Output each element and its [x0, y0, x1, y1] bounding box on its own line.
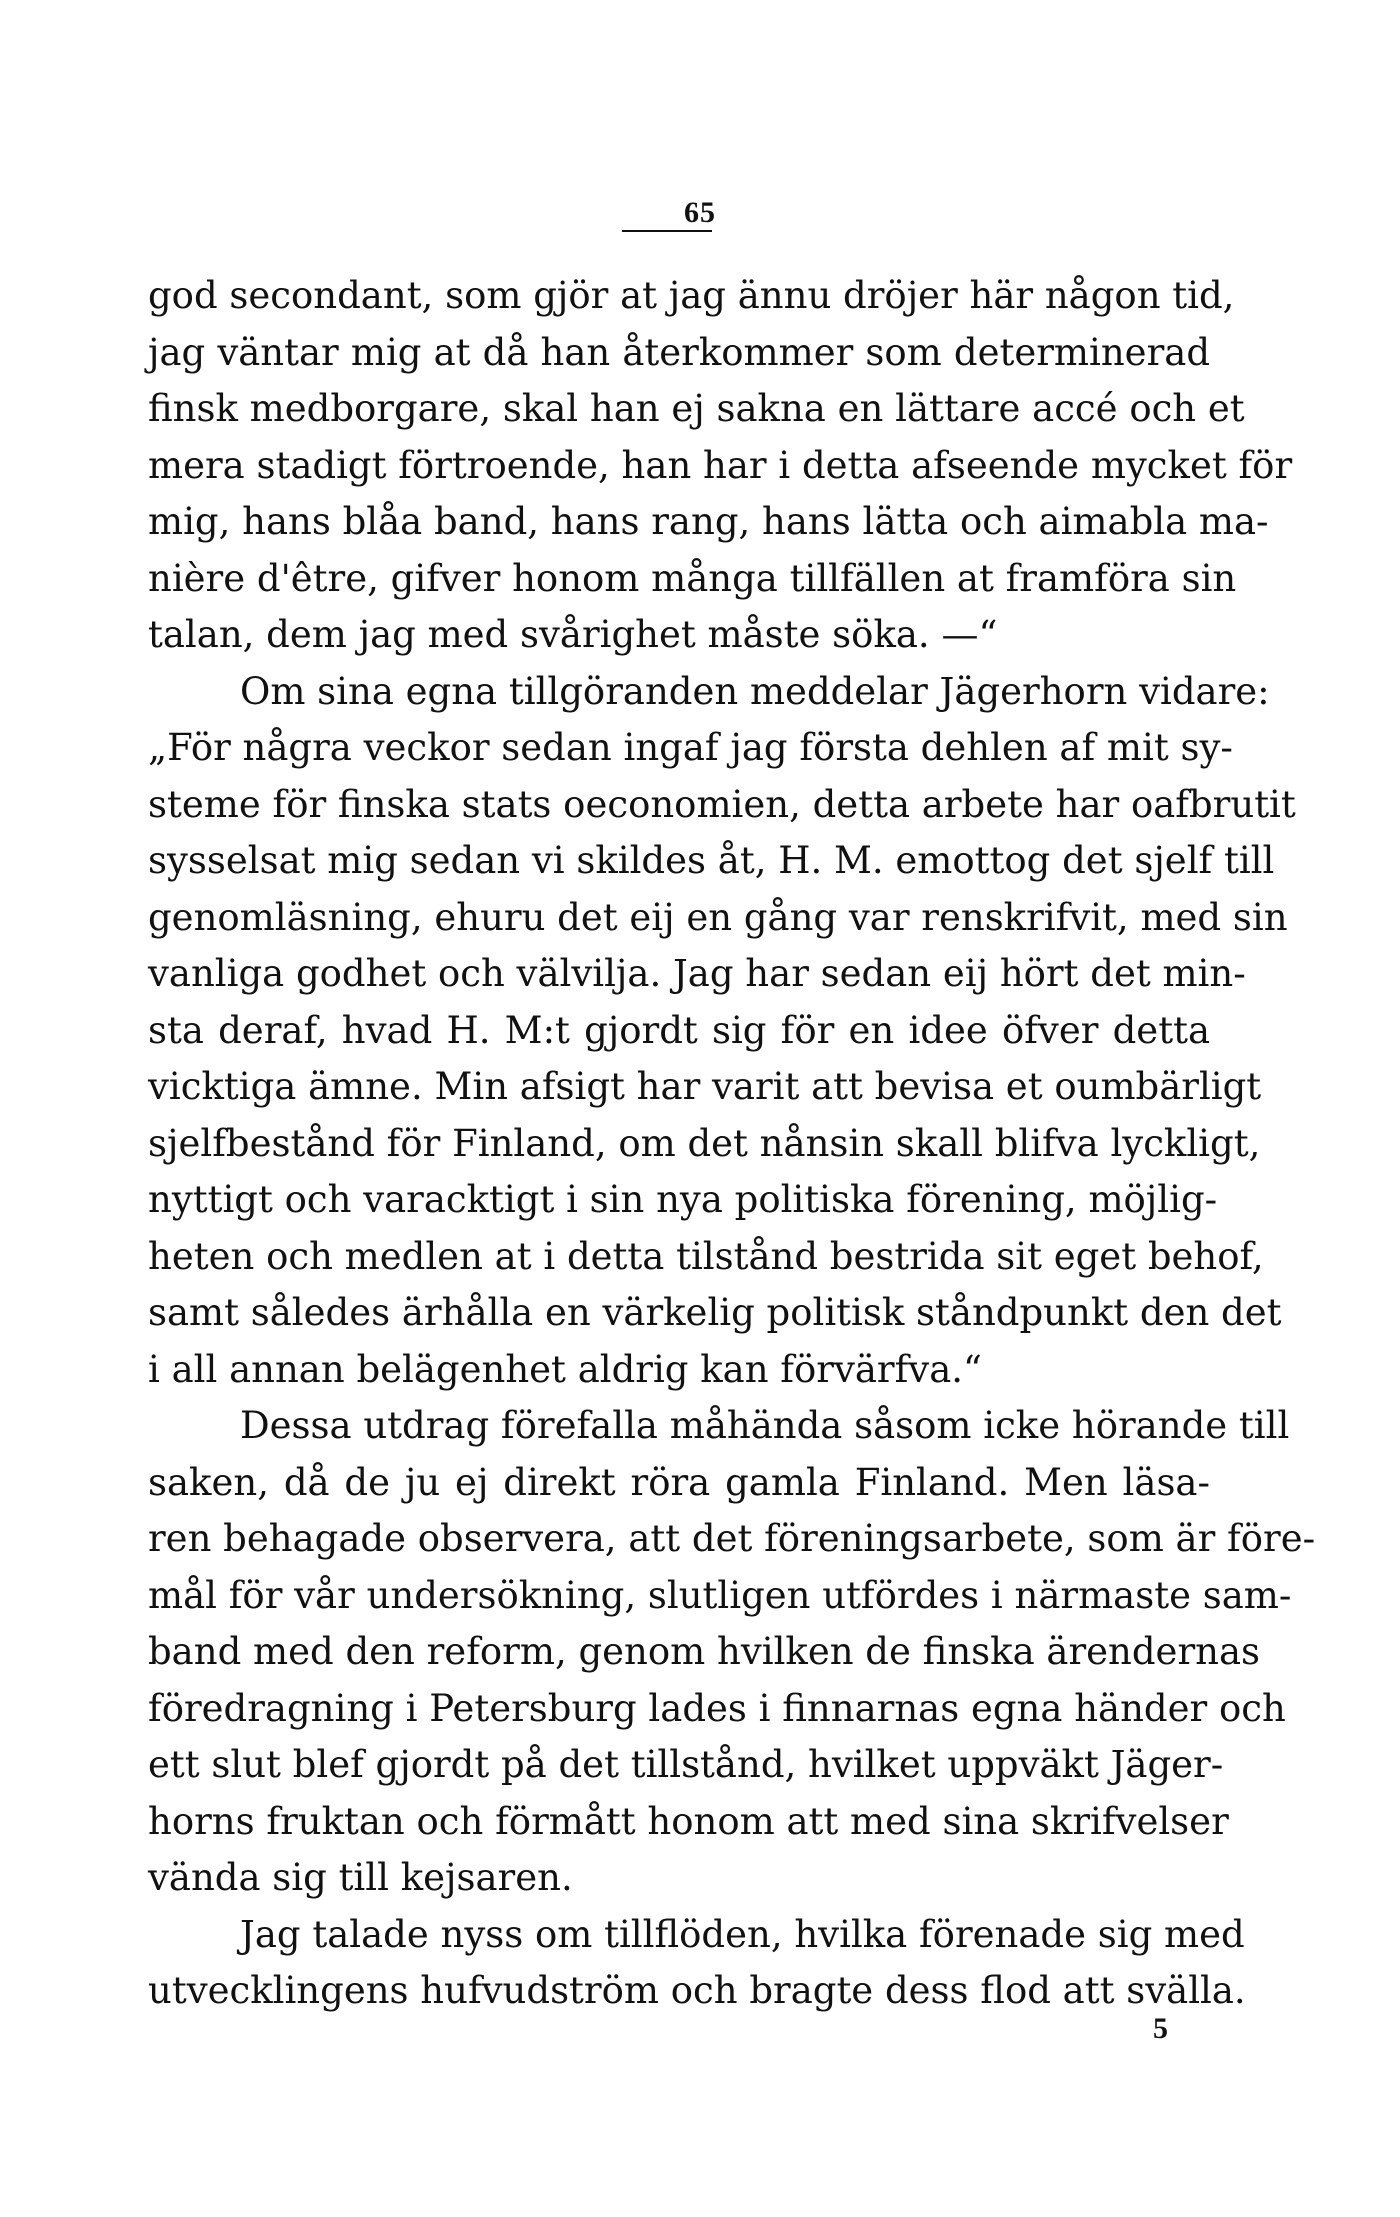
text-line: Jag talade nyss om tillflöden, hvilka förenade sig med	[240, 1912, 1245, 1956]
signature-mark: 5	[1153, 2012, 1168, 2045]
text-line: sysselsat mig sedan vi skildes åt, H. M. emottog det sjelf till	[148, 839, 1275, 882]
text-line: ren behagade observera, att det föreningsarbete, som är före-	[148, 1517, 1316, 1560]
text-line: mig, hans blåa band, hans rang, hans lätta och aimabla ma-	[148, 500, 1269, 543]
text-line: Dessa utdrag förefalla måhända såsom icke hörande till	[240, 1404, 1290, 1447]
page-number: 65	[684, 196, 716, 229]
text-line: i all annan belägenhet aldrig kan förvärfva.“	[148, 1347, 982, 1391]
text-line: heten och medlen at i detta tilstånd bestrida sit eget behof,	[148, 1234, 1264, 1278]
text-line: mera stadigt förtroende, han har i detta afseende mycket för	[148, 443, 1293, 487]
text-line: mål för vår undersökning, slutligen utfördes i närmaste sam-	[148, 1573, 1292, 1617]
text-line: vanliga godhet och välvilja. Jag har sedan eij hört det min-	[148, 952, 1246, 995]
text-line: utvecklingens hufvudström och bragte dess flod att svälla.	[148, 1969, 1246, 2012]
text-line: steme för finska stats oeconomien, detta arbete har oafbrutit	[148, 782, 1296, 826]
text-line: saken, då de ju ej direkt röra gamla Finland. Men läsa-	[148, 1460, 1210, 1504]
text-line: god secondant, som gjör at jag ännu dröjer här någon tid,	[148, 274, 1235, 317]
text-line: Om sina egna tillgöranden meddelar Jägerhorn vidare:	[240, 669, 1270, 713]
text-line: finsk medborgare, skal han ej sakna en lättare accé och et	[148, 387, 1245, 430]
text-line: vända sig till kejsaren.	[148, 1856, 573, 1899]
page-number-rule	[622, 230, 712, 232]
text-line: föredragning i Petersburg lades i finnarnas egna händer och	[148, 1686, 1286, 1730]
body-text	[148, 268, 1316, 2020]
text-line: ett slut blef gjordt på det tillstånd, hvilket uppväkt Jäger-	[148, 1743, 1224, 1786]
text-line: nyttigt och varacktigt i sin nya politiska förening, möjlig-	[148, 1178, 1218, 1221]
text-line: sjelfbestånd för Finland, om det nånsin skall blifva lyckligt,	[148, 1121, 1261, 1165]
text-line: band med den reform, genom hvilken de finska ärendernas	[148, 1630, 1261, 1673]
text-line: sta deraf, hvad H. M:t gjordt sig för en idee öfver detta	[148, 1008, 1210, 1052]
text-line: horns fruktan och förmått honom att med sina skrifvelser	[148, 1799, 1229, 1843]
text-line: talan, dem jag med svårighet måste söka. —“	[148, 613, 998, 656]
text-line: vicktiga ämne. Min afsigt har varit att bevisa et oumbärligt	[148, 1065, 1262, 1108]
text-line: „För några veckor sedan ingaf jag första dehlen af mit sy-	[148, 726, 1233, 769]
text-line: samt således ärhålla en värkelig politisk ståndpunkt den det	[148, 1291, 1282, 1334]
text-line: nière d'être, gifver honom många tillfällen at framföra sin	[148, 556, 1237, 600]
text-line: jag väntar mig at då han återkommer som determinerad	[148, 330, 1210, 374]
text-line: genomläsning, ehuru det eij en gång var renskrifvit, med sin	[148, 895, 1288, 939]
